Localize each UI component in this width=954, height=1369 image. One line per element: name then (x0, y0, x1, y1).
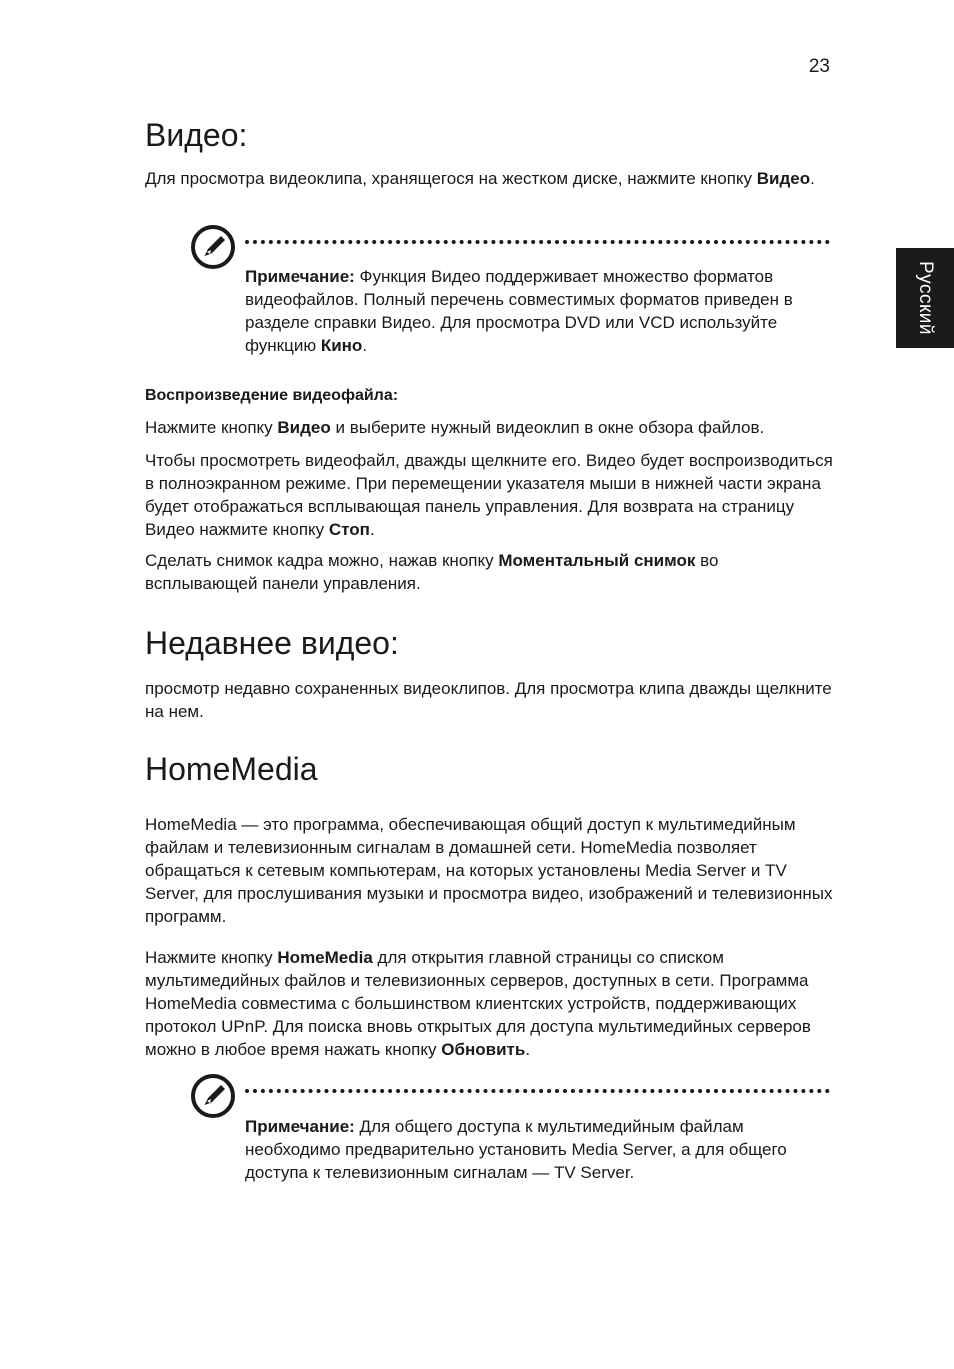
video-intro: Для просмотра видеоклипа, хранящегося на жестком диске, нажмите кнопку Видео. (145, 169, 815, 188)
video-paragraph-2: Чтобы просмотреть видеофайл, дважды щелкните его. Видео будет воспроизводиться в полноэкранном режиме. При перемещении указателя мыши в нижней части экрана будет отображаться всплывающая панель управления. Для возврата на страницу Видео нажмите кнопку Стоп. (145, 451, 833, 539)
section-title-video: Видео: (145, 117, 248, 153)
language-tab-label: Русский (915, 261, 936, 335)
playback-heading: Воспроизведение видеофайла: (145, 387, 399, 404)
language-tab (896, 248, 954, 348)
note-divider (245, 1089, 830, 1093)
note-divider (245, 240, 830, 244)
homemedia-paragraph-1: HomeMedia — это программа, обеспечивающая общий доступ к мультимедийным файлам и телевизионным сигналам в домашней сети. HomeMedia позволяет обращаться к сетевым компьютерам, на которых установлены Media Server и TV Server, для прослушивания музыки и просмотра видео, изображений и телевизионных программ. (145, 815, 833, 926)
video-paragraph-3: Сделать снимок кадра можно, нажав кнопку Моментальный снимок во всплывающей панели управления. (145, 551, 719, 593)
note-pen-icon (190, 1073, 236, 1119)
video-paragraph-1: Нажмите кнопку Видео и выберите нужный видеоклип в окне обзора файлов. (145, 418, 765, 437)
section-title-recent-video: Недавнее видео: (145, 625, 399, 661)
recent-video-text: просмотр недавно сохраненных видеоклипов. Для просмотра клипа дважды щелкните на нем. (145, 679, 832, 721)
section-title-homemedia: HomeMedia (145, 751, 318, 787)
homemedia-note: Примечание: Для общего доступа к мультимедийным файлам необходимо предварительно установить Media Server, а для общего доступа к телевизионным сигналам — TV Server. (245, 1117, 787, 1182)
note-pen-icon (190, 224, 236, 270)
homemedia-paragraph-2: Нажмите кнопку HomeMedia для открытия главной страницы со списком мультимедийных файлов и телевизионных серверов, доступных в сети. Программа HomeMedia совместима с большинством клиентских устройств, поддерживающих протокол UPnP. Для поиска вновь открытых для доступа мультимедийных серверов можно в любое время нажать кнопку Обновить. (145, 948, 811, 1059)
page-number: 23 (808, 56, 830, 77)
video-note: Примечание: Функция Видео поддерживает множество форматов видеофайлов. Полный перечень совместимых форматов приведен в разделе справки Видео. Для просмотра DVD или VCD используйте функцию Кино. (245, 267, 793, 355)
